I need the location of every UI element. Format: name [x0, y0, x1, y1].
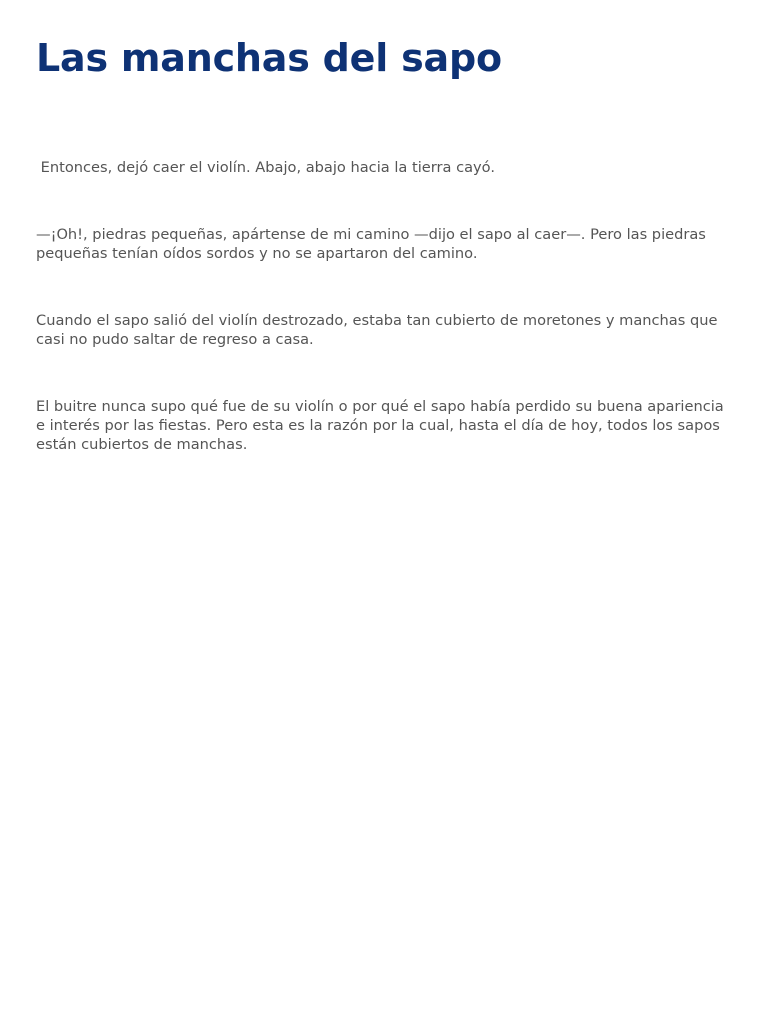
paragraph-2: —¡Oh!, piedras pequeñas, apártense de mi camino —dijo el sapo al caer—. Pero las piedras pequeñas tenían oídos sordos y no se apartaron del camino. [36, 226, 706, 262]
paragraph-3: Cuando el sapo salió del violín destrozado, estaba tan cubierto de moretones y manchas que casi no pudo saltar de regreso a casa. [36, 312, 718, 348]
paragraph-1: Entonces, dejó caer el violín. Abajo, abajo hacia la tierra cayó. [36, 159, 495, 176]
page-title: Las manchas del sapo [36, 36, 502, 80]
paragraph-4: El buitre nunca supo qué fue de su violín o por qué el sapo había perdido su buena apariencia e interés por las fiestas. Pero esta es la razón por la cual, hasta el día de hoy, todos los sapos están cubiertos de manchas. [36, 398, 724, 453]
